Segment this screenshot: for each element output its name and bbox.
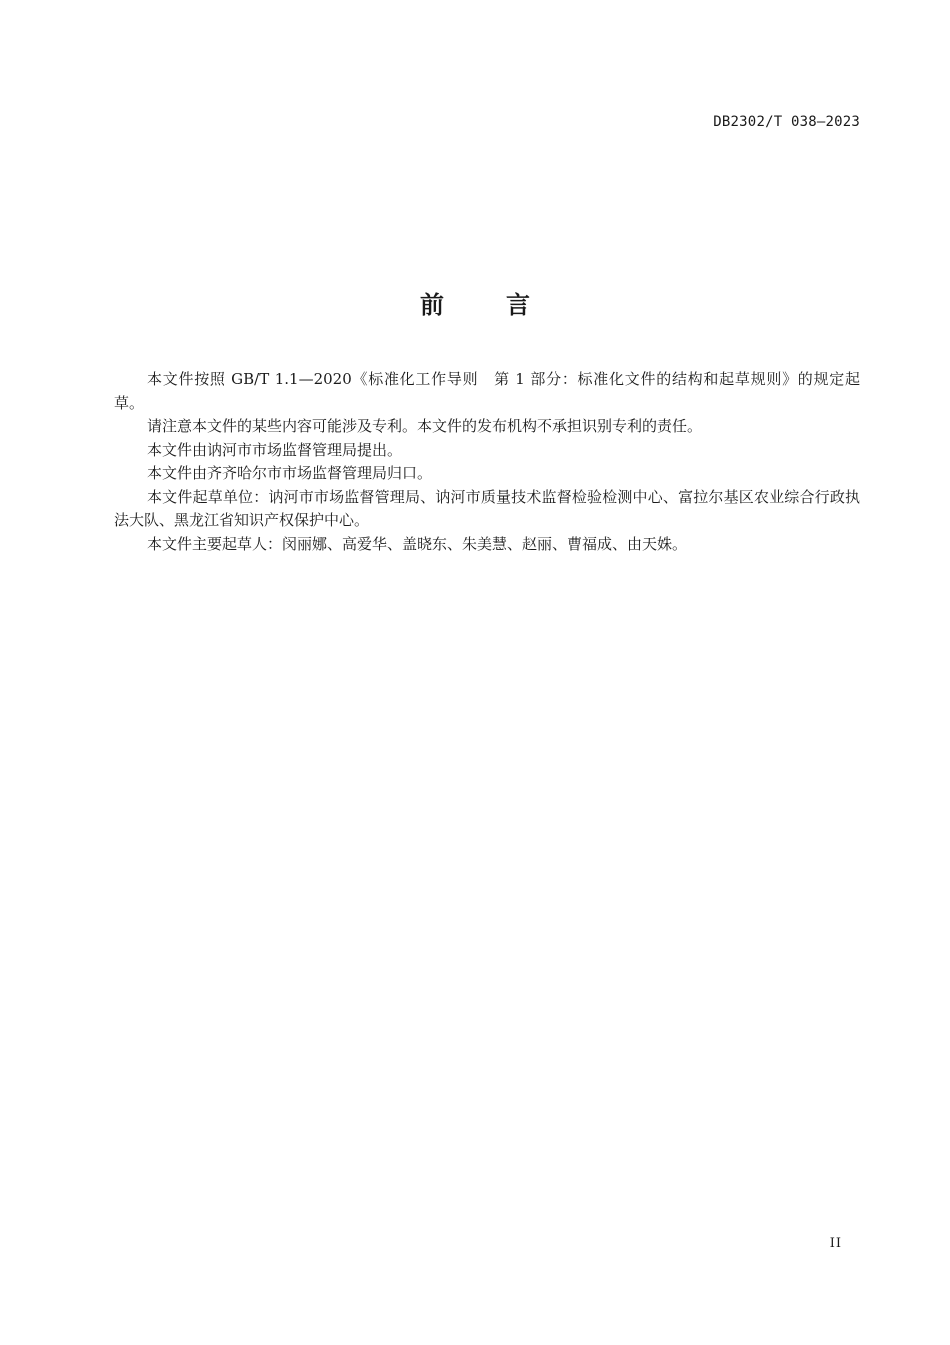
page-number: II (829, 1236, 842, 1251)
paragraph-drafting-units: 本文件起草单位：讷河市市场监督管理局、讷河市质量技术监督检验检测中心、富拉尔基区农业综合行政执法大队、黑龙江省知识产权保护中心。 (114, 487, 860, 529)
foreword-body (114, 368, 860, 556)
document-code: DB2302/T 038—2023 (713, 114, 860, 130)
paragraph-patent-notice: 请注意本文件的某些内容可能涉及专利。本文件的发布机构不承担识别专利的责任。 (147, 417, 703, 435)
page-title: 前言 (420, 291, 592, 319)
paragraph-drafters: 本文件主要起草人：闵丽娜、高爱华、盖晓东、朱美慧、赵丽、曹福成、由天姝。 (147, 534, 688, 553)
paragraph-drafting-basis: 本文件按照 GB/T 1.1—2020《标准化工作导则 第 1 部分：标准化文件的结构和起草规则》的规定起草。 (114, 370, 860, 412)
paragraph-proposed-by: 本文件由讷河市市场监督管理局提出。 (147, 440, 403, 459)
paragraph-centralized-by: 本文件由齐齐哈尔市市场监督管理局归口。 (147, 464, 433, 482)
